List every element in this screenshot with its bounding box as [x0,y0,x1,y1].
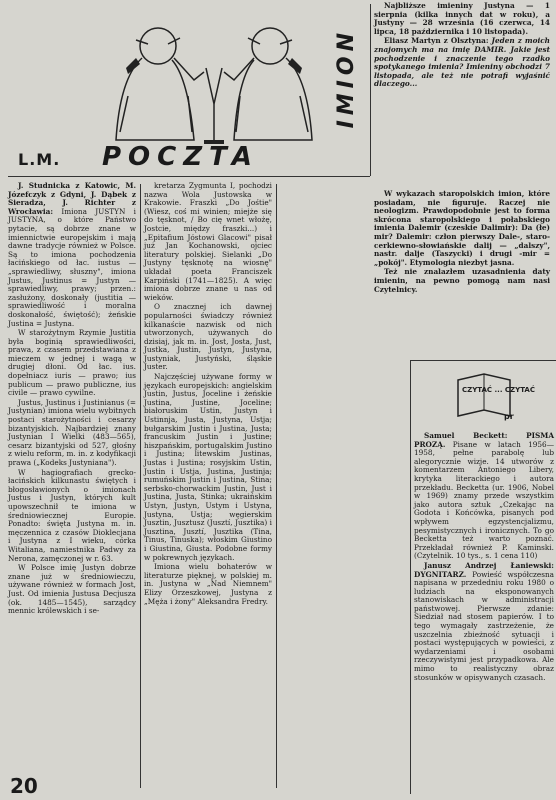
column-divider [276,184,277,788]
section-title: POCZTA [102,142,259,172]
paragraph: W Polsce imię Justyn dobrze znane już w średniowieczu, używane również w formach Jost, Just. Od imienia Justusa Decjusza (ok. 1485—1545), sarządcy mennic królewskich i se- [8,563,136,616]
column-divider [410,360,411,794]
review-heading: pr [504,412,514,421]
author-initials: L.M. [18,150,61,169]
article-column-1 [8,182,136,794]
review-box-top [410,360,556,361]
paragraph: Imiona wielu bohaterów w literaturze pięknej, w polskiej m. in. Justyna w „Nad Niemnem" Elizy Orzeszkowej, Justyna z „Męża i żony" Aleksandra Fredry. [144,562,272,606]
article-column-2 [144,182,272,794]
paragraph: W starożytnym Rzymie Justitia była boginią sprawiedliwości, prawa, z czasem przedstawiana z mieczem w jednej i wagą w drugiej dłoni. Od łac. ius. dopełniacz iuris — prawo; ius publicum — prawo publiczne, ius civile — prawo cywilne. [8,328,136,398]
page-number: 20 [10,774,38,798]
paragraph: Justus, Justinus i Justinianus (= Justynian) imiona wielu wybitnych postaci starożytności i cesarzy bizantyjskich. Najbardziej znany Justynian I Wielki (483—565), cesarz bizantyjski od 527, głośny z wielu reform, m. in. z kodyfikacji prawa („Kodeks Justyniana"). [8,397,136,467]
paragraph: kretarza Zygmunta I, pochodzi nazwa Wola Justowska w Krakowie. Fraszki „Do Jośtie" (Wiesz, coś mi winien; miejże się do tęsknot, / Bo cię wnet włożę, Jostcie, między fraszki...) i „Epitafium Jóstowi Glacowi" pisał już Jan Kochanowski, ojciec literatury polskiej. Sielanki „Do Justyny tęsknotę na wiosnę" układał poeta Franciszek Karpiński (1741—1825). A więc imiona dobrze znane u nas od wieków. [144,181,272,302]
review-item: Janusz Andrzej Łaniewski: DYGNITARZ. Powieść współczesna napisana w przededniu roku 1980 o ludziach na eksponowanych stanowiskach w administracji państwowej. Pierwsze zdanie: Siedział nad stosem papierów. I to tego wymagały zastrzeżenie, że uszczelnia zbieżność sytuacji i postaci występujących w powieści, z wydarzeniami i osobami rzeczywistymi jest przypadkowa. Ale mimo to realistyczny obraz stosunków w opisywanych czasach. [414,560,554,682]
column-divider [370,4,371,176]
paragraph: Eliasz Martyn z Olsztyna: Jeden z moich znajomych ma na imię DAMIR. Jakie jest pochodzenie i znaczenie tego rzadko spotykanego imienia? Imieniny obchodzi 7 listopada, ale też nie potrafi wyjaśnić dlaczego... [374,36,550,89]
paragraph: J. Studnicka z Katowic, M. Józefczyk z Gdyni, J. Dąbek z Sieradza, J. Richter z Wrocławia: Imiona JUSTYN i JUSTYNA, o które Państwo pytacie, są dobrze znane w imiennictwie europejskim i mają dawne tradycje również w Polsce. Są to imiona pochodzenia łacińskiego od łac. iustus — „sprawiedliwy, słuszny", imiona Justus, Justinus = Justyn — sprawiedliwy, prawy; przen.: zasłużony, doskonały (justitia — sprawiedliwość i moralna doskonałość, świętość); żeńskie Justina = Justyna. [8,181,136,328]
badge-text: CZYTAĆ ... CZYTAĆ [462,386,535,394]
column-divider [140,184,141,788]
article-column-3 [374,190,550,340]
paragraph: W wykazach staropolskich imion, które posiadam, nie figuruje. Raczej nie neologizm. Prawdopodobnie jest to forma skrócona staropolskiego i połabskiego imienia Dalemir (czeskie Dalimir): Da (łe) mir? Dalemir: człon pierwszy Dale-, staro-cerkiewno-słowiańskie dalij — „dalszy", nastr. dalje (Taszycki) i drugi -mir = „pokój". Etymologia niezbyt jasna. [374,189,550,267]
paragraph: O znacznej ich dawnej popularności świadczy również kilkanaście nazwisk od nich utworzonych, używanych do dzisiaj, jak m. in. Jost, Josta, Just, Justka, Justin, Justyn, Justyna, Justyniak, Justyński, śląskie Juster. [144,302,272,372]
paragraph: Najczęściej używane formy w językach europejskich: angielskim Justin, Justus, Joceline i żeńskie Justina, Justine, Joceline; białoruskim Ustin, Justyn i Ustinnja, Justa, Justyna, Ustja; bułgarskim Justin i Justina, Justa; francuskim Justin i Justine; hiszpańskim, portugalskim Justino i Justina; litewskim Justinas, Justas i Justina; rosyjskim Ustin, Justin i Ustja, Justina, Justinja; rumuńskim Justin i Justina, Stina; serbsko-chorwackim Justin, Just i Justina, Justa, Stinka; ukraińskim Ustyn, Justyn, Ustym i Ustyna, Justyna, Ustja; węgierskim Jusztin, Jusztusz (Jusztí, Jusztika) i Jusztina, Jusztí, Jusztika (Tina, Tinus, Tinuska); włoskim Giustino i Giustina, Giusta. Podobne formy w pokrewnych językach. [144,372,272,562]
paragraph: Najbliższe imieniny Justyna — 1 sierpnia (kilka innych dat w roku), a Justyny — 28 września (16 czerwca, 14 lipca, 18 października i 10 listopada). [374,1,550,36]
paragraph: W hagiografiach grecko-łacińskich kilkunastu świętych i błogosławionych o imionach Justus i Justyn, których kult upowszechnił te imiona w średniowiecznej Europie. Ponadto: święta Justyna m. in. męczennica z czasów Dioklecjana i Justyna z I wieku, córka Witaliana, namiestnika Padwy za Nerona, zamęczonej w r. 63. [8,467,136,563]
review-item: Samuel Beckett: PISMA PROZĄ. Pisane w latach 1956—1958, pełne parabolę lub alegorycznie wizje. 14 utworów z komentarzem Antoniego Libery, krytyka literackiego i autora przekładu. Becketta (ur. 1906, Nobel w 1969) znamy przede wszystkim jako autora sztuk „Czekając na Godota i Końcówka, pisanych pod wpływem egzystencjalizmu, pesymistycznych i ironicznych. To go Becketta też warto poznać. Przekładał również P. Kaminski. (Czytelnik. 10 tys., s. 1 cena 110) [414,431,554,561]
paragraph: Też nie znalazłem uzasadnienia daty imienin, na pewno pomogą nam nasi Czytelnicy. [374,267,550,294]
section-side-title: IMION [334,28,359,129]
header-divider [8,176,370,177]
book-reviews [414,432,554,794]
